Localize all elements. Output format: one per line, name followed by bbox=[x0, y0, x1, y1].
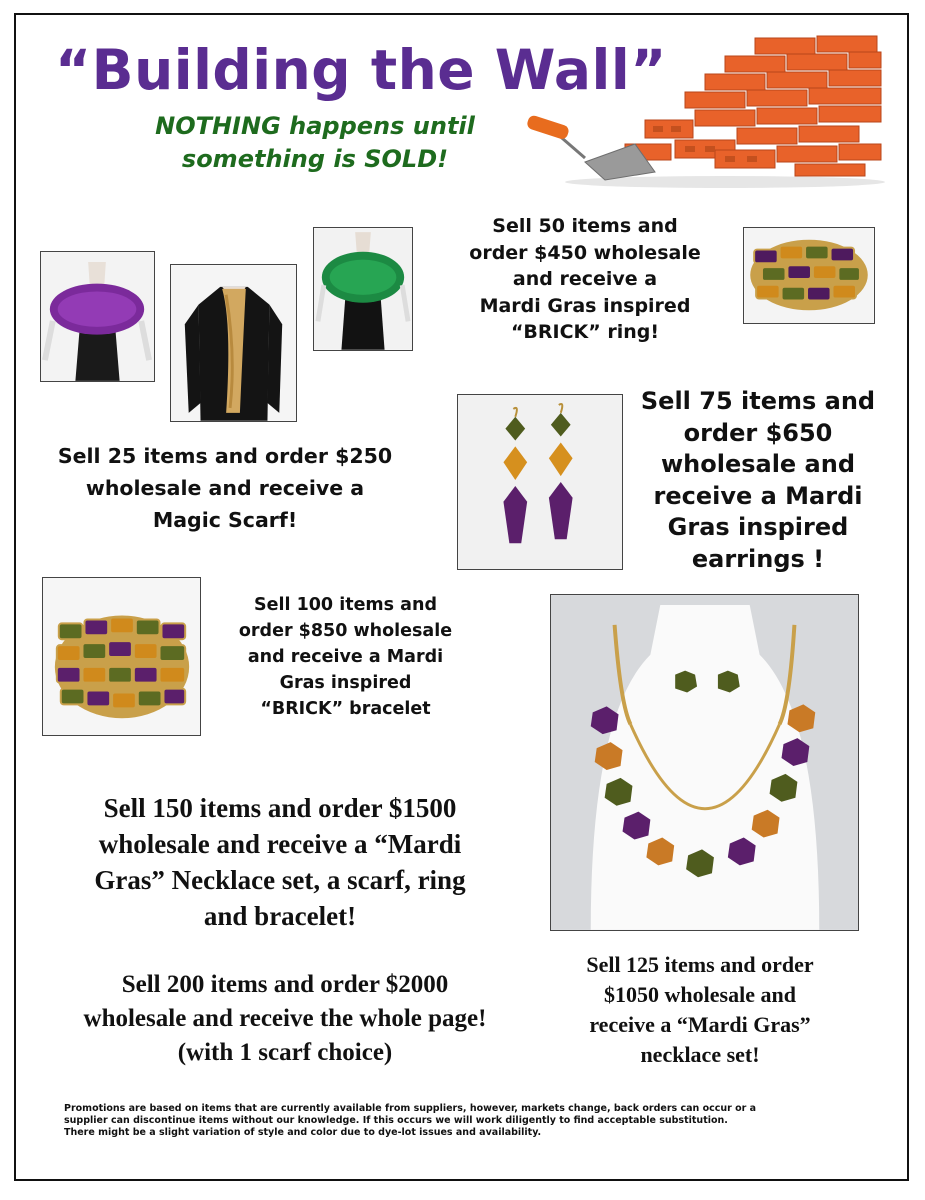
tagline: NOTHING happens until something is SOLD! bbox=[155, 112, 475, 173]
necklace-offer-text: Sell 125 items and order $1050 wholesale and receive a “Mardi Gras” necklace set! bbox=[586, 952, 814, 1067]
earrings-offer-text: Sell 75 items and order $650 wholesale and receive a Mardi Gras inspired earrings ! bbox=[640, 387, 876, 573]
whole-page-offer-text: Sell 200 items and order $2000 wholesale and receive the whole page! (with 1 scarf choice) bbox=[83, 971, 487, 1066]
earrings-photo bbox=[457, 394, 623, 570]
brick-ring-photo bbox=[743, 227, 875, 324]
necklace-set-photo bbox=[550, 594, 859, 931]
bracelet-offer-text: Sell 100 items and order $850 wholesale and receive a Mardi Gras inspired “BRICK” bracelet bbox=[238, 595, 453, 719]
page-title: “Building the Wall” bbox=[55, 38, 667, 102]
purple-scarf-photo bbox=[40, 251, 155, 382]
brick-bracelet-photo bbox=[42, 577, 201, 736]
ring-offer-text: Sell 50 items and order $450 wholesale and receive a Mardi Gras inspired “BRICK” ring! bbox=[469, 215, 701, 343]
scarf-offer-text: Sell 25 items and order $250 wholesale and receive a Magic Scarf! bbox=[57, 444, 393, 532]
disclaimer: Promotions are based on items that are currently available from suppliers, however, markets change, back orders can occur or a supplier can discontinue items without our knowledge. If this occurs we will work diligently to find acceptable substitution. There might be a slight variation of style and color due to dye-lot issues and availability. bbox=[64, 1103, 757, 1138]
brick-wall-illustration bbox=[525, 32, 885, 190]
green-scarf-photo bbox=[313, 227, 413, 351]
gold-scarf-photo bbox=[170, 264, 297, 422]
necklace-set-offer-text: Sell 150 items and order $1500 wholesale and receive a “Mardi Gras” Necklace set, a scarf, ring and bracelet! bbox=[94, 793, 466, 931]
